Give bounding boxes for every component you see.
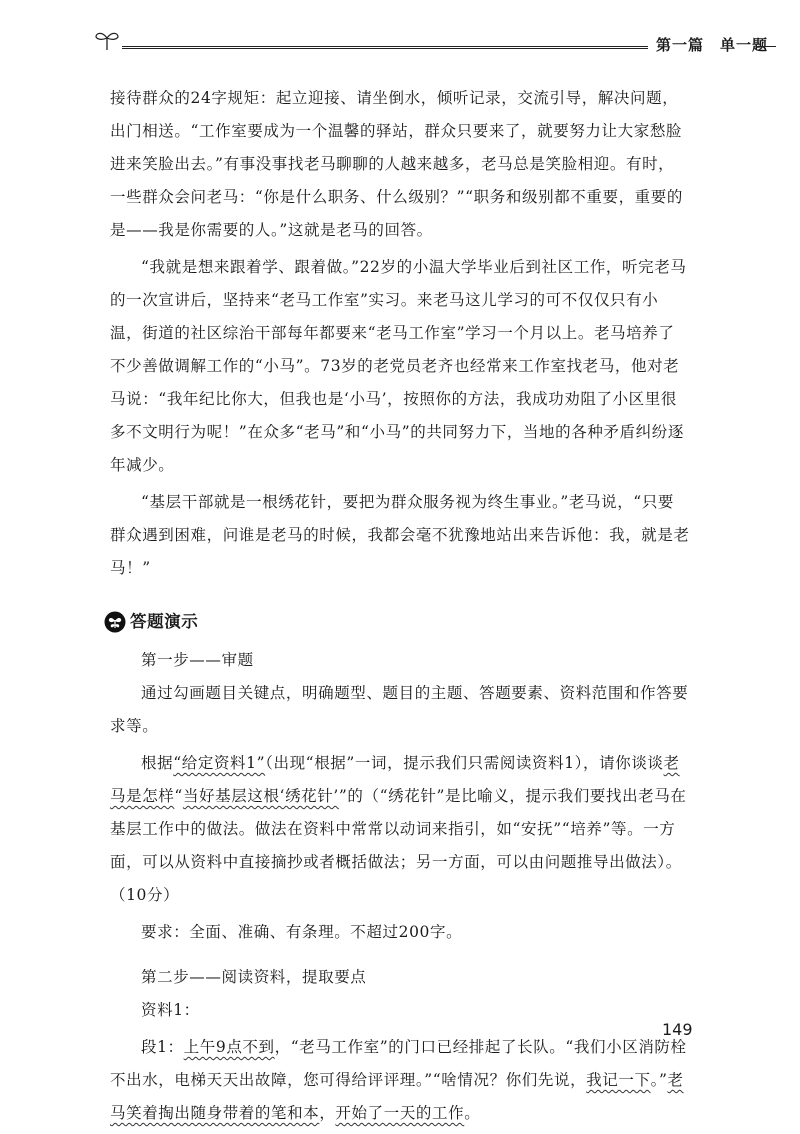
text-run: 。” [650, 1071, 668, 1089]
running-header [94, 28, 776, 58]
section-heading [104, 605, 690, 638]
step-title: 第二步——阅读资料，提取要点 [141, 968, 367, 986]
paragraph: 通过勾画题目关键点，明确题型、题目的主题、答题要素、资料范围和作答要求等。 [110, 684, 689, 735]
wavy-underlined-text: “给定资料1” [173, 754, 266, 772]
paragraph: 接待群众的24字规矩：起立迎接、请坐倒水，倾听记录，交流引导，解决问题，出门相送。“工作室要成为一个温馨的驿站，群众只要来了，就要努力让大家愁脸进来笑脸出去。”有事没事找老马聊聊的人越来越多，老马总是笑脸相迎。有时，一些群众会问老马：“你是什么职务、什么级别？”“职务和级别都不重要，重要的是——我是你需要的人。”这就是老马的回答。 [110, 89, 683, 239]
paragraph [110, 1031, 690, 1130]
paragraph [110, 747, 690, 912]
text-run: ，“老马工作室”的门口已经排起了长队。“我们小区消防栓不出水，电梯天天出故障，您可得给评评理。”“啥情况？你们先说， [110, 1038, 687, 1089]
wavy-underlined-text: 开始了一天的工作 [335, 1104, 465, 1122]
wavy-underlined-text: 我记一下 [586, 1071, 651, 1089]
text-run: 段1： [141, 1038, 184, 1056]
paragraph: 要求：全面、准确、有条理。不超过200字。 [141, 923, 463, 941]
text-run: ”的（“绣花针”是比喻义，提示我们要找出老马在基层工作中的做法。做法在资料中常常以动词来指引，如“安抚”“培养”等。一方面，可以从资料中直接摘抄或者概括做法；另一方面，可以由问题推导出做法）。（10分） [110, 787, 687, 904]
text-run: 。 [464, 1104, 481, 1122]
header-rule [122, 46, 648, 47]
page-body [110, 82, 690, 1134]
paragraph: “我就是想来跟着学、跟着做。”22岁的小温大学毕业后到社区工作，听完老马的一次宣讲后，坚持来“老马工作室”实习。来老马这儿学习的可不仅仅只有小温，街道的社区综治干部每年都要来“老马工作室”学习一个月以上。老马培养了不少善做调解工作的“小马”。73岁的老党员老齐也经常来工作室找老马，他对老马说：“我年纪比你大，但我也是‘小马’，按照你的方法，我成功劝阻了小区里很多不文明行为呢！”在众多“老马”和“小马”的共同努力下，当地的各种矛盾纠纷逐年减少。 [110, 258, 687, 474]
text-run: ， [319, 1104, 336, 1122]
flower-badge-icon [104, 611, 126, 633]
sprout-icon [94, 28, 120, 52]
section-heading-label: 答题演示 [130, 612, 199, 631]
paragraph: “基层干部就是一根绣花针，要把为群众服务视为终生事业。”老马说，“只要群众遇到困难，问谁是老马的时候，我都会毫不犹豫地站出来告诉他：我，就是老马！” [110, 493, 690, 577]
wavy-underlined-text: 老马是怎样 [110, 754, 680, 805]
text-run: 根据 [141, 754, 174, 772]
page-number: 149 [662, 1020, 693, 1039]
wavy-underlined-text: 当好基层这根‘绣花针’ [182, 787, 339, 805]
wavy-underlined-text: 老马笑着掏出随身带着的笔和本 [110, 1071, 684, 1122]
header-rule [122, 48, 648, 49]
material-label: 资料1： [141, 1001, 200, 1019]
text-run: （出现“根据”一词，提示我们只需阅读资料1），请你谈谈 [265, 754, 664, 772]
chapter-title: 第一篇 单一题 [656, 36, 769, 54]
text-run: “ [174, 787, 183, 805]
wavy-underlined-text: 上午9点不到 [183, 1038, 275, 1056]
step-title: 第一步——审题 [141, 651, 254, 669]
header-rule-right [756, 46, 776, 47]
